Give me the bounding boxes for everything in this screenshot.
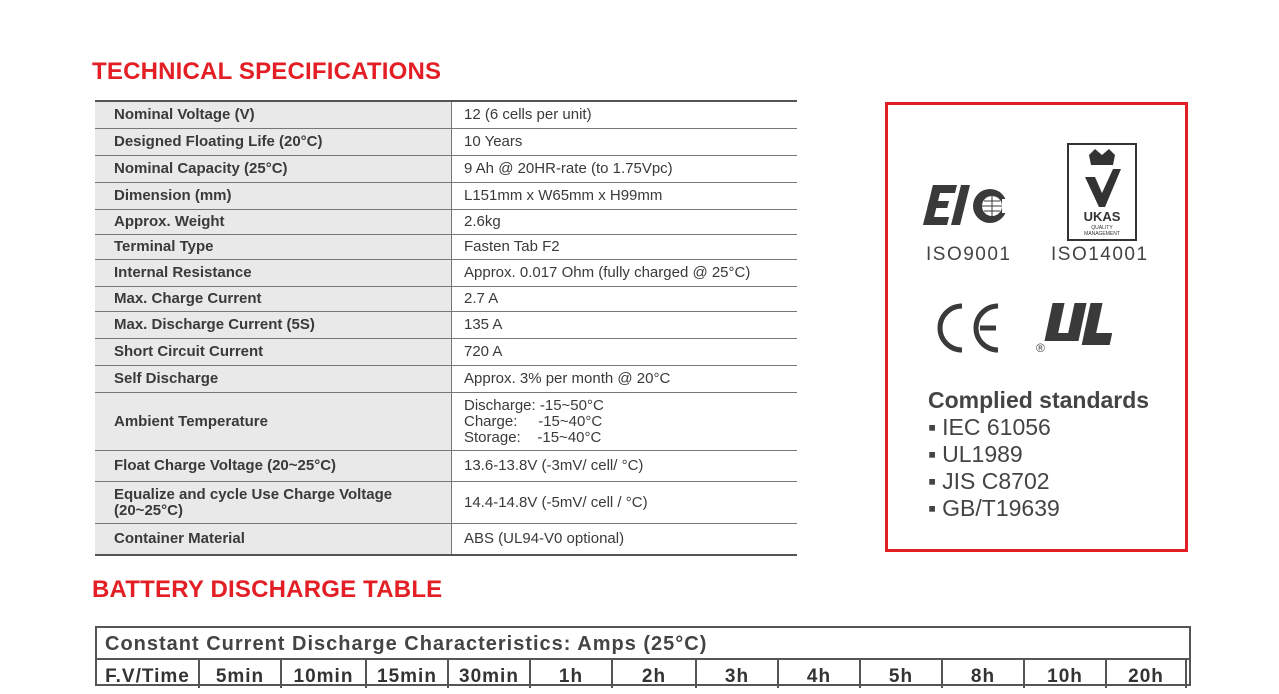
ukas-logo	[1067, 143, 1137, 241]
spec-value-line: Discharge: -15~50°C	[464, 396, 604, 414]
spec-value: 720 A	[464, 343, 503, 360]
spec-label: Container Material	[95, 524, 452, 554]
registered-mark: ®	[1036, 341, 1045, 355]
spec-label: Terminal Type	[95, 235, 452, 259]
spec-row	[95, 366, 797, 393]
iso9001-label: ISO9001	[926, 244, 1012, 265]
standard-item: ▪ GB/T19639	[928, 495, 1060, 522]
technical-specifications-title: TECHNICAL SPECIFICATIONS	[92, 58, 442, 85]
spec-row	[95, 451, 797, 482]
ce-mark-icon	[936, 302, 1002, 354]
standard-item: ▪ UL1989	[928, 441, 1060, 468]
spec-row	[95, 102, 797, 129]
discharge-header-cell: 5h	[861, 660, 943, 688]
spec-label: Max. Discharge Current (5S)	[95, 312, 452, 338]
spec-row	[95, 482, 797, 524]
svg-text:MANAGEMENT: MANAGEMENT	[1084, 231, 1120, 237]
standards-list	[928, 414, 1060, 522]
spec-value	[452, 393, 797, 450]
spec-label: Short Circuit Current	[95, 339, 452, 365]
discharge-header-cell: 10h	[1025, 660, 1107, 688]
spec-label: Nominal Voltage (V)	[95, 102, 452, 128]
spec-row	[95, 156, 797, 183]
spec-label: Internal Resistance	[95, 260, 452, 286]
spec-row	[95, 183, 797, 210]
discharge-header-cell: 15min	[367, 660, 449, 688]
discharge-header-cell: 2h	[613, 660, 697, 688]
spec-label: Equalize and cycle Use Charge Voltage (20~25°C)	[95, 482, 452, 523]
ul-mark-icon	[1043, 301, 1123, 353]
battery-discharge-title: BATTERY DISCHARGE TABLE	[92, 576, 443, 603]
spec-row	[95, 287, 797, 312]
spec-value-line: Storage: -15~40°C	[464, 428, 602, 446]
discharge-header-cell: 3h	[697, 660, 779, 688]
spec-value: 135 A	[464, 316, 503, 333]
discharge-header-cell: 30min	[449, 660, 531, 688]
discharge-table	[95, 626, 1191, 686]
discharge-header-cell: 4h	[779, 660, 861, 688]
spec-value: 13.6-13.8V (-3mV/ cell/ °C)	[464, 457, 644, 474]
discharge-header-cell: F.V/Time	[97, 660, 200, 688]
iso14001-label: ISO14001	[1051, 244, 1149, 265]
discharge-header-cell: 10min	[282, 660, 367, 688]
standards-title: Complied standards	[928, 387, 1150, 413]
spec-value-line: Charge: -15~40°C	[464, 412, 603, 430]
spec-row	[95, 129, 797, 156]
spec-value: Fasten Tab F2	[464, 238, 560, 255]
spec-row	[95, 312, 797, 339]
certifications-box	[885, 102, 1188, 552]
spec-value: 12 (6 cells per unit)	[464, 106, 592, 123]
eic-logo	[920, 181, 1010, 229]
spec-value: L151mm x W65mm x H99mm	[464, 187, 663, 204]
spec-value: 14.4-14.8V (-5mV/ cell / °C)	[464, 493, 648, 511]
svg-text:UKAS: UKAS	[1083, 209, 1121, 224]
spec-row	[95, 339, 797, 366]
spec-value: 2.7 A	[464, 290, 499, 307]
spec-row	[95, 524, 797, 554]
spec-value: ABS (UL94-V0 optional)	[464, 530, 625, 547]
discharge-header-cell: 1h	[531, 660, 613, 688]
spec-row	[95, 235, 797, 260]
discharge-table-caption: Constant Current Discharge Characteristics: Amps (25°C)	[97, 628, 1189, 660]
standard-item: ▪ IEC 61056	[928, 414, 1060, 441]
spec-label: Approx. Weight	[95, 210, 452, 234]
spec-label: Nominal Capacity (25°C)	[95, 156, 452, 182]
spec-value: 2.6kg	[464, 213, 501, 230]
discharge-header-cell: 5min	[200, 660, 282, 688]
spec-label: Designed Floating Life (20°C)	[95, 129, 452, 155]
spec-row	[95, 260, 797, 287]
spec-row	[95, 393, 797, 451]
spec-label: Float Charge Voltage (20~25°C)	[95, 451, 452, 481]
spec-value: 9 Ah @ 20HR-rate (to 1.75Vpc)	[464, 160, 673, 177]
svg-text:QUALITY: QUALITY	[1091, 225, 1113, 231]
spec-label: Self Discharge	[95, 366, 452, 392]
spec-label: Max. Charge Current	[95, 287, 452, 311]
spec-value: 10 Years	[464, 133, 523, 150]
spec-value: Approx. 0.017 Ohm (fully charged @ 25°C)	[464, 264, 751, 281]
spec-label: Ambient Temperature	[95, 393, 452, 450]
standard-item: ▪ JIS C8702	[928, 468, 1060, 495]
discharge-header-cell: 20h	[1107, 660, 1187, 688]
spec-table	[95, 100, 797, 556]
spec-row	[95, 210, 797, 235]
discharge-table-header	[97, 660, 1189, 688]
spec-value: Approx. 3% per month @ 20°C	[464, 370, 671, 387]
discharge-header-cell: 8h	[943, 660, 1025, 688]
spec-label: Dimension (mm)	[95, 183, 452, 209]
